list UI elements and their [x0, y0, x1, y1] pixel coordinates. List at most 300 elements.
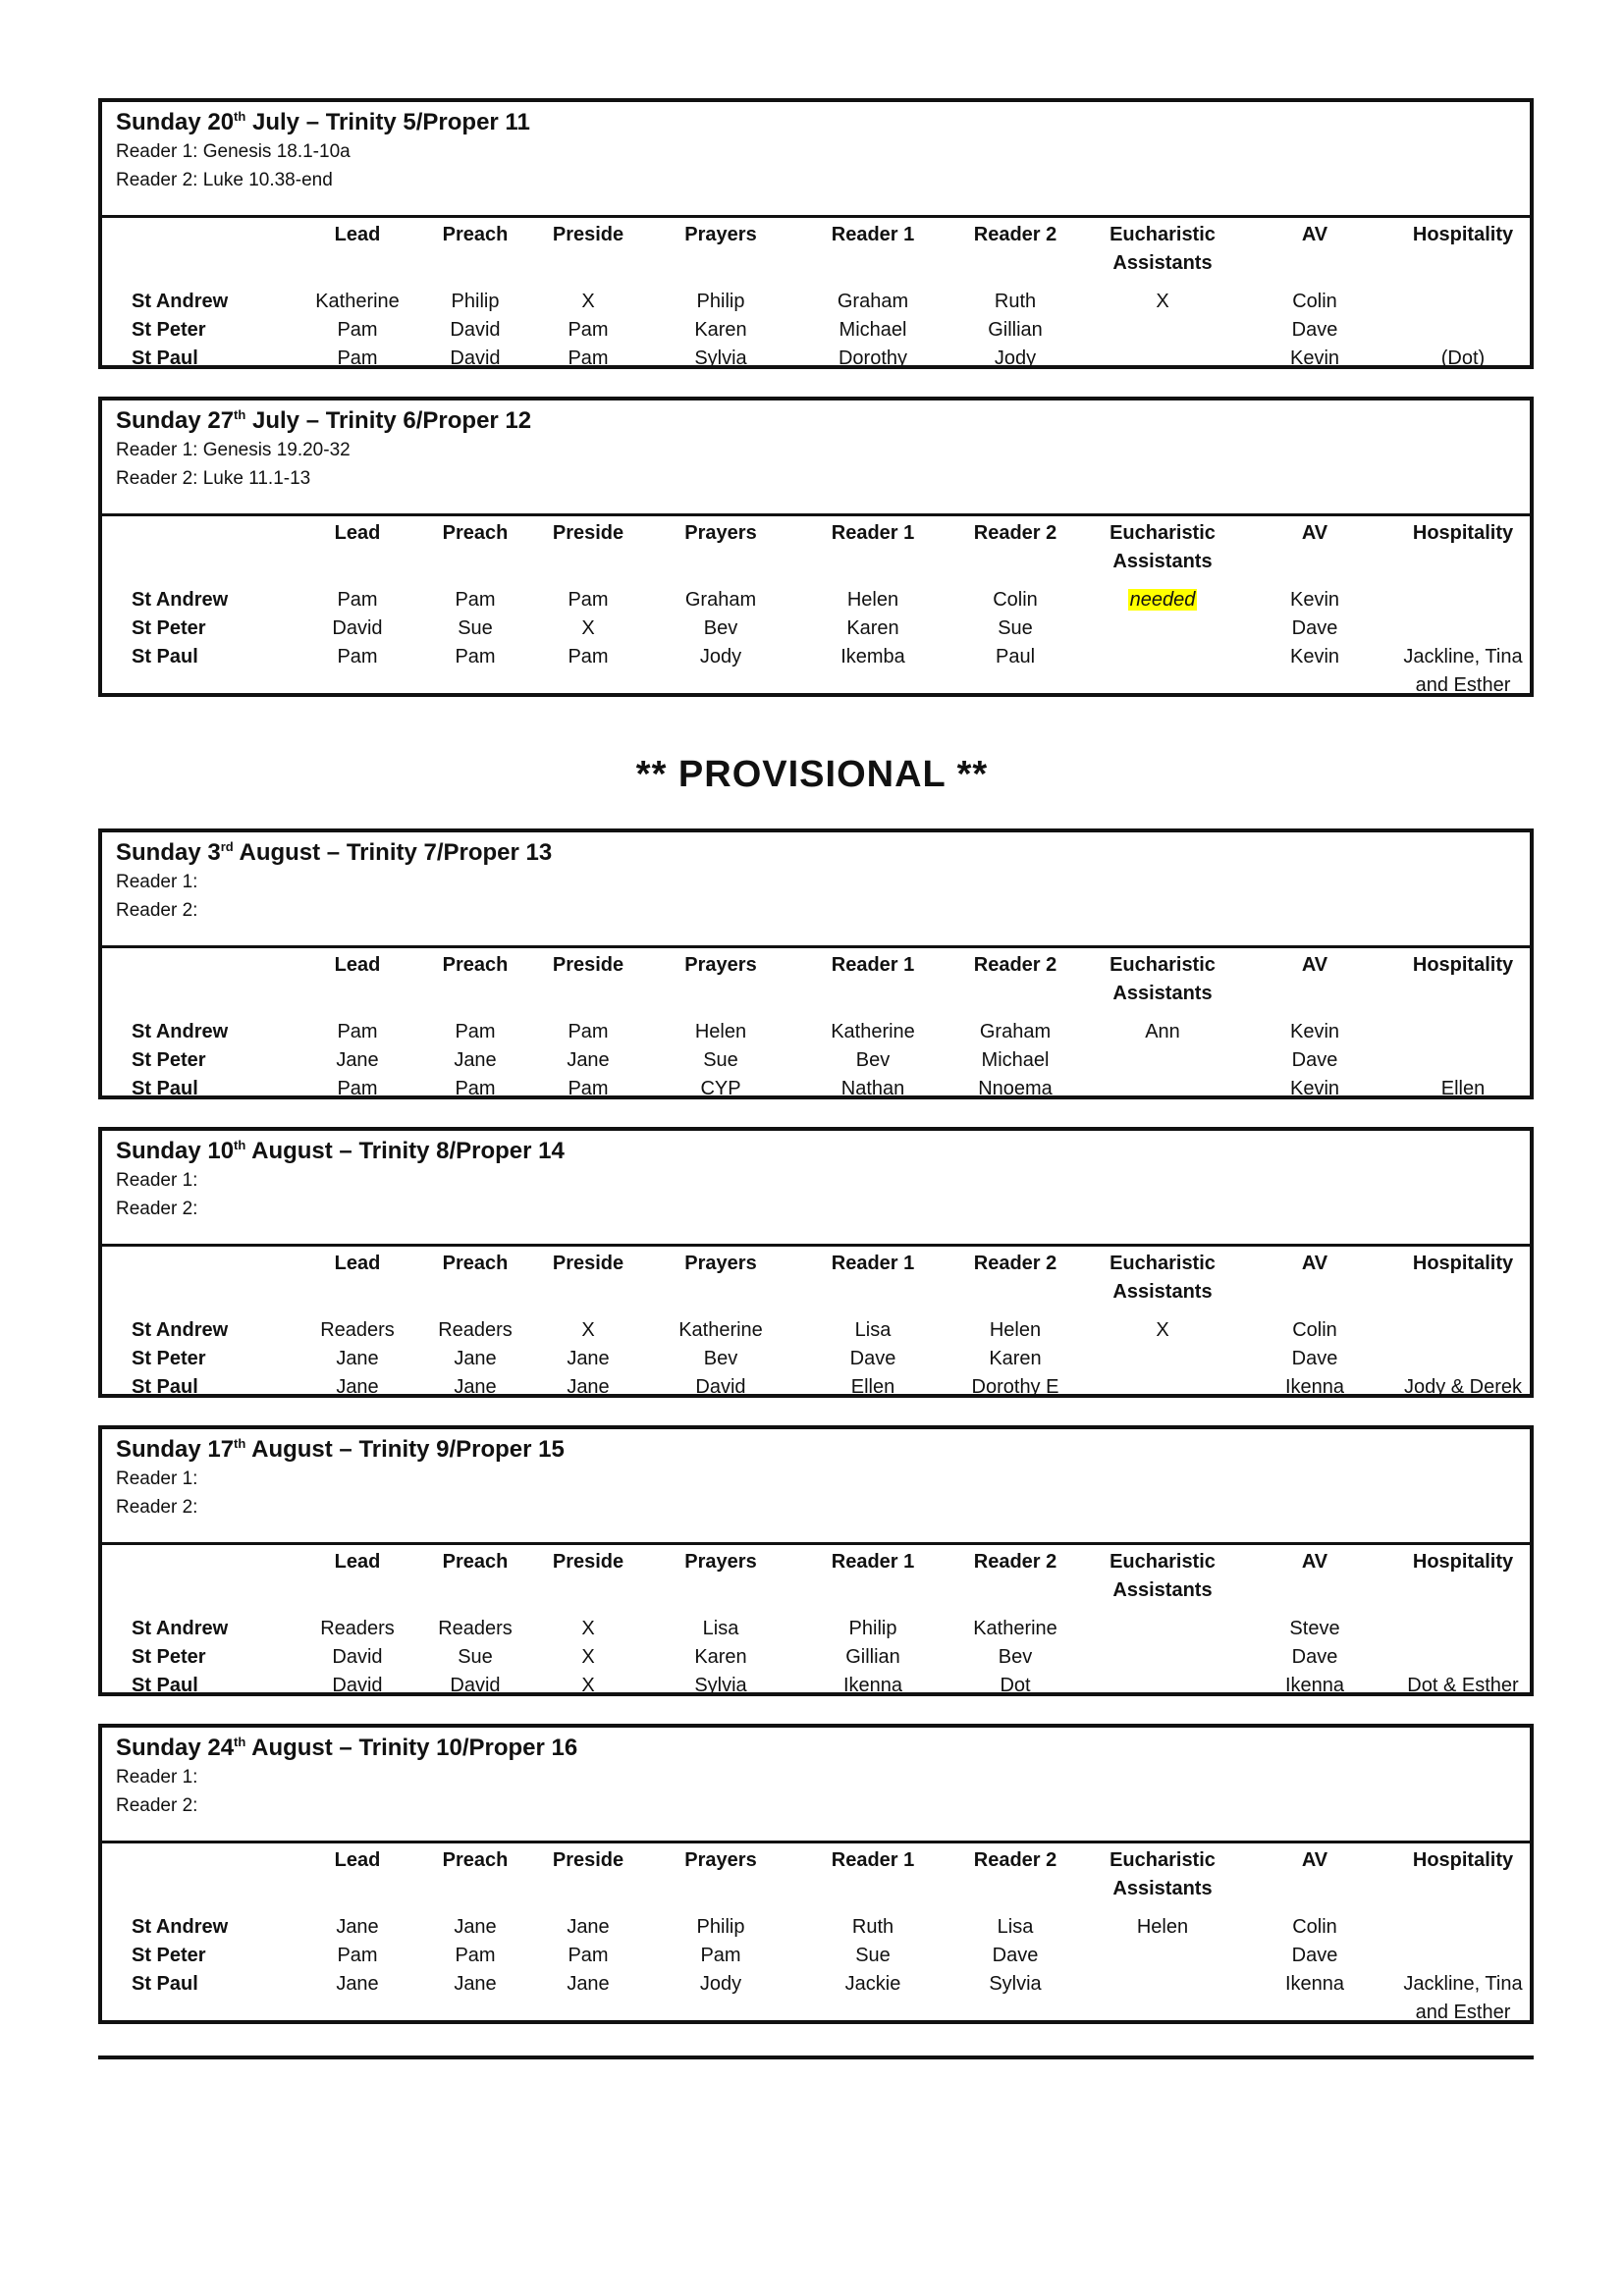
rota-cell: Katherine	[831, 1021, 915, 1042]
rota-cell: Ikenna	[842, 1675, 903, 1696]
reader-2-reading: Reader 2:	[116, 900, 198, 921]
rota-cell: Jane	[336, 1973, 379, 1995]
service-block	[98, 828, 1534, 1099]
rota-cell	[1084, 643, 1241, 700]
rota-cell: X	[581, 1646, 595, 1668]
rota-cell: Philip	[848, 1618, 897, 1639]
rota-cell: Helen	[694, 1021, 747, 1042]
church-name: St Peter	[132, 1646, 206, 1668]
title-occasion: July – Trinity 6/Proper 12	[245, 407, 532, 434]
rota-cell: Jody	[994, 347, 1037, 369]
title-date: Sunday 3	[116, 839, 221, 866]
rota-cell: CYP	[700, 1078, 741, 1099]
rota-cell: Jackline, Tina and Esther	[1403, 1973, 1523, 2023]
column-header	[102, 221, 298, 288]
title-ordinal: th	[234, 1436, 246, 1451]
rota-cell: Ruth	[994, 291, 1037, 312]
service-title	[116, 1734, 1516, 1763]
rota-cell: Kevin	[1289, 347, 1340, 369]
service-header	[102, 102, 1530, 218]
column-header: Hospitality	[1412, 1849, 1514, 1871]
rota-cell	[1388, 614, 1538, 643]
header-row	[102, 1548, 1538, 1615]
column-header: Reader 2	[973, 1551, 1057, 1573]
table-row	[102, 1643, 1538, 1672]
church-name: St Paul	[132, 646, 198, 667]
rota-cell: Ikenna	[1284, 1376, 1345, 1398]
rota-cell: Helen	[1136, 1916, 1189, 1938]
reader-1-reading: Reader 1:	[116, 1170, 198, 1191]
table-row	[102, 1018, 1538, 1046]
table-row	[102, 1672, 1538, 1700]
column-header: Preside	[552, 224, 624, 245]
rota-cell: Lisa	[997, 1916, 1034, 1938]
column-header	[102, 519, 298, 586]
rota-cell: X	[581, 1319, 595, 1341]
column-header: Prayers	[684, 1551, 757, 1573]
rota-cell: Katherine	[973, 1618, 1057, 1639]
table-row	[102, 1373, 1538, 1402]
title-occasion: August – Trinity 7/Proper 13	[233, 839, 553, 866]
reader-1-reading: Reader 1: Genesis 19.20-32	[116, 440, 351, 460]
column-header: Prayers	[684, 224, 757, 245]
table-row	[102, 1615, 1538, 1643]
column-header: Eucharistic Assistants	[1110, 224, 1216, 274]
rota-cell: Colin	[993, 589, 1038, 611]
rota-cell: Dorothy	[838, 347, 908, 369]
column-header: Reader 1	[831, 1253, 915, 1274]
rota-cell: X	[1156, 291, 1169, 312]
rota-cell: Dave	[992, 1945, 1039, 1966]
rota-cell: Dave	[1291, 1049, 1338, 1071]
rota-cell: Pam	[568, 347, 609, 369]
rota-cell: Pam	[337, 646, 378, 667]
column-header: Reader 1	[831, 1849, 915, 1871]
rota-cell: Kevin	[1289, 1021, 1340, 1042]
rota-cell: Sue	[998, 617, 1033, 639]
rota-cell: Ellen	[1440, 1078, 1486, 1099]
table-row	[102, 288, 1538, 316]
table-row	[102, 1970, 1538, 2027]
rota-table	[102, 1250, 1538, 1402]
column-header: Preside	[552, 522, 624, 544]
rota-cell: Jane	[336, 1376, 379, 1398]
table-row	[102, 316, 1538, 345]
header-row	[102, 1250, 1538, 1316]
column-header: Hospitality	[1412, 1551, 1514, 1573]
rota-cell: Jane	[454, 1376, 497, 1398]
rota-cell: Dave	[1291, 1646, 1338, 1668]
rota-cell: Pam	[455, 646, 496, 667]
church-name: St Paul	[132, 347, 198, 369]
table-row	[102, 1345, 1538, 1373]
column-header: Lead	[334, 522, 381, 544]
rota-cell: Jane	[567, 1348, 610, 1369]
rota-cell: Dorothy E	[971, 1376, 1059, 1398]
rota-cell: Kevin	[1289, 589, 1340, 611]
rota-cell: Sue	[703, 1049, 738, 1071]
header-row	[102, 1846, 1538, 1913]
title-occasion: August – Trinity 8/Proper 14	[245, 1138, 565, 1164]
title-date: Sunday 27	[116, 407, 235, 434]
reader-1-reading: Reader 1:	[116, 872, 198, 892]
rota-cell: Jane	[336, 1049, 379, 1071]
rota-cell: Colin	[1292, 1916, 1337, 1938]
rota-cell: Gillian	[845, 1646, 900, 1668]
column-header: Reader 2	[973, 954, 1057, 976]
table-row	[102, 1942, 1538, 1970]
reader-2-reading: Reader 2:	[116, 1795, 198, 1816]
service-header	[102, 832, 1530, 948]
rota-cell: Ikemba	[840, 646, 905, 667]
rota-cell	[1388, 1643, 1538, 1672]
rota-cell: Jane	[336, 1348, 379, 1369]
rota-cell	[1388, 1913, 1538, 1942]
rota-cell	[1084, 1615, 1241, 1643]
rota-cell: Readers	[320, 1618, 395, 1639]
rota-cell	[1084, 1643, 1241, 1672]
title-ordinal: th	[234, 109, 246, 124]
rota-cell	[1084, 316, 1241, 345]
rota-cell: Bev	[703, 617, 738, 639]
rota-cell: Pam	[455, 1945, 496, 1966]
column-header: Lead	[334, 954, 381, 976]
rota-cell	[1388, 586, 1538, 614]
rota-cell: Katherine	[315, 291, 400, 312]
rota-cell	[1084, 1942, 1241, 1970]
rota-cell: Pam	[568, 1021, 609, 1042]
church-name: St Andrew	[132, 1916, 229, 1938]
rota-cell: Pam	[700, 1945, 741, 1966]
rota-cell: Ikenna	[1284, 1973, 1345, 1995]
bottom-rule	[98, 2056, 1534, 2059]
rota-cell: Readers	[438, 1319, 513, 1341]
rota-cell: Paul	[995, 646, 1036, 667]
column-header: Reader 1	[831, 224, 915, 245]
column-header: Preach	[442, 954, 509, 976]
rota-cell: X	[581, 1675, 595, 1696]
title-date: Sunday 20	[116, 109, 235, 135]
rota-cell: Sylvia	[694, 347, 747, 369]
column-header: Reader 2	[973, 224, 1057, 245]
column-header: Preach	[442, 1551, 509, 1573]
rota-cell	[1084, 1075, 1241, 1103]
service-header	[102, 1728, 1530, 1843]
title-occasion: August – Trinity 9/Proper 15	[245, 1436, 565, 1463]
rota-cell: Jane	[454, 1348, 497, 1369]
rota-cell: X	[581, 1618, 595, 1639]
church-name: St Andrew	[132, 291, 229, 312]
service-header	[102, 1429, 1530, 1545]
column-header: Hospitality	[1412, 224, 1514, 245]
church-name: St Andrew	[132, 1618, 229, 1639]
title-occasion: August – Trinity 10/Proper 16	[245, 1735, 578, 1761]
rota-cell: Lisa	[702, 1618, 739, 1639]
rota-cell: (Dot)	[1440, 347, 1486, 369]
rota-cell: David	[450, 319, 501, 341]
title-ordinal: th	[234, 407, 246, 422]
rota-cell: Dot & Esther	[1407, 1675, 1519, 1696]
rota-cell	[1084, 1672, 1241, 1700]
column-header: Preside	[552, 1253, 624, 1274]
rota-table	[102, 1846, 1538, 2027]
rota-cell: Jane	[567, 1916, 610, 1938]
column-header: Reader 2	[973, 522, 1057, 544]
rota-cell: David	[332, 1675, 383, 1696]
reader-2-reading: Reader 2:	[116, 1497, 198, 1518]
rota-cell: Pam	[568, 1945, 609, 1966]
rota-cell: Pam	[337, 319, 378, 341]
table-row	[102, 1075, 1538, 1103]
rota-cell: Sylvia	[694, 1675, 747, 1696]
rota-cell: Jane	[336, 1916, 379, 1938]
rota-cell: Jane	[567, 1049, 610, 1071]
column-header	[102, 1846, 298, 1913]
rota-cell: Pam	[337, 1021, 378, 1042]
rota-cell: Kevin	[1289, 1078, 1340, 1099]
column-header: AV	[1301, 522, 1328, 544]
table-row	[102, 345, 1538, 373]
column-header: Prayers	[684, 1849, 757, 1871]
title-occasion: July – Trinity 5/Proper 11	[245, 109, 530, 135]
church-name: St Andrew	[132, 1319, 229, 1341]
rota-cell: Pam	[568, 646, 609, 667]
rota-cell	[1084, 1970, 1241, 2027]
rota-cell: Helen	[846, 589, 899, 611]
rota-table	[102, 1548, 1538, 1700]
rota-cell: Pam	[337, 589, 378, 611]
rota-cell: Pam	[337, 1078, 378, 1099]
rota-cell: David	[332, 1646, 383, 1668]
column-header: Reader 1	[831, 1551, 915, 1573]
column-header	[102, 1548, 298, 1615]
column-header: Reader 2	[973, 1253, 1057, 1274]
service-header	[102, 400, 1530, 516]
rota-cell: Pam	[337, 1945, 378, 1966]
service-block	[98, 1127, 1534, 1398]
column-header: AV	[1301, 224, 1328, 245]
table-row	[102, 614, 1538, 643]
column-header: Preside	[552, 1551, 624, 1573]
rota-cell: Bev	[703, 1348, 738, 1369]
header-row	[102, 519, 1538, 586]
column-header: AV	[1301, 1253, 1328, 1274]
column-header: Eucharistic Assistants	[1110, 1551, 1216, 1601]
service-title	[116, 1435, 1516, 1465]
service-title	[116, 1137, 1516, 1166]
rota-cell: Readers	[438, 1618, 513, 1639]
column-header: Preach	[442, 224, 509, 245]
reader-1-reading: Reader 1: Genesis 18.1-10a	[116, 141, 351, 162]
column-header: Eucharistic Assistants	[1110, 954, 1216, 1004]
rota-cell	[1388, 1615, 1538, 1643]
rota-cell: David	[695, 1376, 746, 1398]
rota-cell: Pam	[455, 1021, 496, 1042]
rota-cell: Jackie	[844, 1973, 901, 1995]
rota-cell: Jackline, Tina and Esther	[1403, 646, 1523, 696]
header-row	[102, 221, 1538, 288]
service-title	[116, 838, 1516, 868]
rota-cell	[1084, 586, 1241, 614]
rota-cell: Pam	[568, 1078, 609, 1099]
rota-cell: Michael	[839, 319, 907, 341]
provisional-banner: ** PROVISIONAL **	[635, 754, 989, 795]
rota-cell: Ann	[1145, 1021, 1180, 1042]
rota-cell: Graham	[979, 1021, 1052, 1042]
rota-cell: Lisa	[854, 1319, 892, 1341]
table-row	[102, 1316, 1538, 1345]
header-row	[102, 951, 1538, 1018]
rota-cell: Dave	[849, 1348, 896, 1369]
church-name: St Peter	[132, 1049, 206, 1071]
rota-table	[102, 951, 1538, 1103]
rota-cell: Pam	[455, 589, 496, 611]
reader-2-reading: Reader 2: Luke 11.1-13	[116, 468, 311, 489]
church-name: St Peter	[132, 617, 206, 639]
column-header: Prayers	[684, 954, 757, 976]
column-header: Prayers	[684, 522, 757, 544]
rota-cell: David	[332, 617, 383, 639]
rota-cell: Philip	[451, 291, 500, 312]
rota-cell: Kevin	[1289, 646, 1340, 667]
service-block	[98, 98, 1534, 369]
rota-cell: Jane	[454, 1049, 497, 1071]
rota-cell	[1084, 345, 1241, 373]
rota-cell: Nathan	[840, 1078, 905, 1099]
rota-cell: Karen	[694, 1646, 747, 1668]
church-name: St Paul	[132, 1376, 198, 1398]
rota-cell: Karen	[694, 319, 747, 341]
column-header: Lead	[334, 1849, 381, 1871]
rota-cell	[1084, 1345, 1241, 1373]
rota-cell: Ikenna	[1284, 1675, 1345, 1696]
rota-cell: X	[581, 291, 595, 312]
service-block	[98, 1724, 1534, 2024]
title-ordinal: rd	[220, 839, 234, 854]
rota-cell: Michael	[981, 1049, 1050, 1071]
church-name: St Paul	[132, 1675, 198, 1696]
rota-cell	[1084, 614, 1241, 643]
rota-cell: Katherine	[678, 1319, 763, 1341]
rota-cell: Jody	[699, 646, 742, 667]
column-header: Lead	[334, 1253, 381, 1274]
rota-cell: Ruth	[851, 1916, 894, 1938]
column-header: Preach	[442, 1253, 509, 1274]
rota-cell: Nnoema	[978, 1078, 1053, 1099]
column-header: AV	[1301, 1849, 1328, 1871]
rota-cell: Jane	[454, 1916, 497, 1938]
rota-cell	[1388, 1316, 1538, 1345]
rota-cell: Graham	[684, 589, 757, 611]
reader-1-reading: Reader 1:	[116, 1767, 198, 1788]
rota-cell: X	[581, 617, 595, 639]
column-header: Preside	[552, 1849, 624, 1871]
title-ordinal: th	[234, 1138, 246, 1152]
table-row	[102, 643, 1538, 700]
rota-cell: Jane	[567, 1973, 610, 1995]
reader-2-reading: Reader 2:	[116, 1199, 198, 1219]
church-name: St Paul	[132, 1078, 198, 1099]
rota-cell: X	[1156, 1319, 1169, 1341]
reader-2-reading: Reader 2: Luke 10.38-end	[116, 170, 333, 190]
church-name: St Andrew	[132, 589, 229, 611]
rota-table	[102, 221, 1538, 373]
rota-cell	[1388, 288, 1538, 316]
title-date: Sunday 24	[116, 1735, 235, 1761]
service-title	[116, 406, 1516, 436]
rota-cell: Dave	[1291, 1348, 1338, 1369]
rota-cell: Dave	[1291, 319, 1338, 341]
rota-cell: Jody	[699, 1973, 742, 1995]
rota-cell: Pam	[455, 1078, 496, 1099]
rota-cell: Sue	[458, 1646, 493, 1668]
rota-cell: Sylvia	[989, 1973, 1042, 1995]
rota-cell: David	[450, 1675, 501, 1696]
rota-cell: Pam	[337, 347, 378, 369]
needed-highlight: needed	[1129, 589, 1196, 611]
church-name: St Peter	[132, 319, 206, 341]
service-block	[98, 397, 1534, 697]
rota-cell	[1388, 1046, 1538, 1075]
column-header: Eucharistic Assistants	[1110, 1253, 1216, 1303]
rota-cell: Colin	[1292, 291, 1337, 312]
rota-cell: Bev	[855, 1049, 891, 1071]
service-block	[98, 1425, 1534, 1696]
column-header: Reader 1	[831, 954, 915, 976]
rota-cell: Graham	[837, 291, 909, 312]
rota-cell	[1388, 316, 1538, 345]
rota-cell	[1388, 1018, 1538, 1046]
rota-cell: Bev	[998, 1646, 1033, 1668]
column-header: Eucharistic Assistants	[1110, 522, 1216, 572]
rota-cell: Steve	[1289, 1618, 1340, 1639]
table-row	[102, 1913, 1538, 1942]
rota-cell	[1084, 1373, 1241, 1402]
church-name: St Peter	[132, 1945, 206, 1966]
service-title	[116, 108, 1516, 137]
rota-cell: Colin	[1292, 1319, 1337, 1341]
column-header: Preach	[442, 1849, 509, 1871]
church-name: St Paul	[132, 1973, 198, 1995]
rota-cell: Jody & Derek	[1403, 1376, 1523, 1398]
column-header: AV	[1301, 1551, 1328, 1573]
rota-cell: Karen	[989, 1348, 1042, 1369]
rota-cell: Karen	[846, 617, 899, 639]
title-ordinal: th	[234, 1735, 246, 1749]
rota-cell	[1388, 1942, 1538, 1970]
rota-cell: Dave	[1291, 1945, 1338, 1966]
rota-cell: Readers	[320, 1319, 395, 1341]
rota-cell: Dave	[1291, 617, 1338, 639]
rota-cell: David	[450, 347, 501, 369]
column-header: Lead	[334, 1551, 381, 1573]
rota-cell	[1084, 1046, 1241, 1075]
rota-cell: Pam	[568, 319, 609, 341]
church-name: St Andrew	[132, 1021, 229, 1042]
rota-cell: Philip	[696, 291, 745, 312]
column-header: Hospitality	[1412, 1253, 1514, 1274]
rota-cell: Pam	[568, 589, 609, 611]
title-date: Sunday 10	[116, 1138, 235, 1164]
column-header: AV	[1301, 954, 1328, 976]
rota-table	[102, 519, 1538, 700]
table-row	[102, 586, 1538, 614]
column-header: Reader 1	[831, 522, 915, 544]
column-header: Hospitality	[1412, 954, 1514, 976]
column-header: Hospitality	[1412, 522, 1514, 544]
rota-cell: Sue	[458, 617, 493, 639]
rota-cell	[1388, 1345, 1538, 1373]
